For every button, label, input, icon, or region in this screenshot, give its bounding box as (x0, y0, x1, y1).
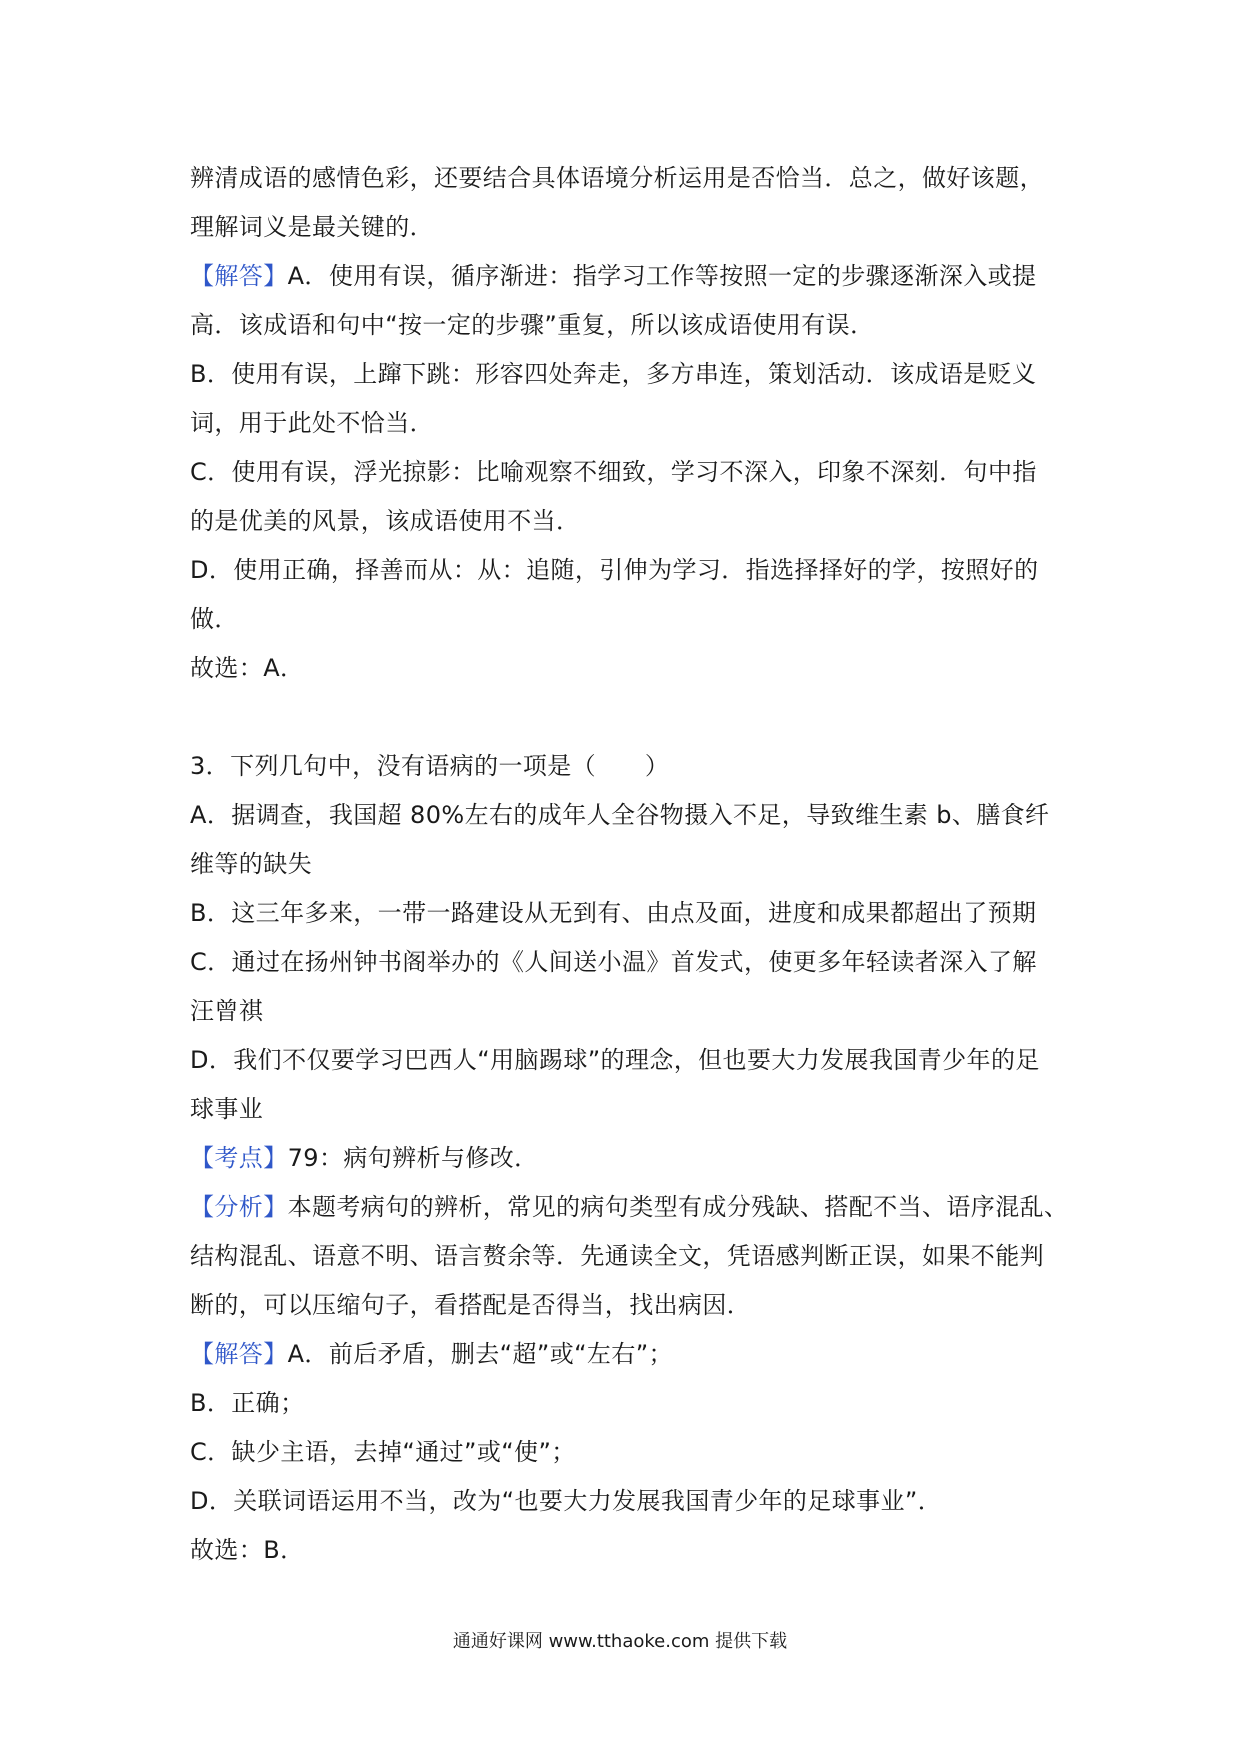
line-text: 故选：B． (190, 1536, 305, 1564)
text-line (190, 1281, 1060, 1330)
page-footer: 通通好课网 www.tthaoke.com 提供下载 (452, 1631, 788, 1652)
text-line (190, 644, 1060, 693)
text-line (190, 889, 1060, 938)
block-gap (190, 693, 1060, 742)
text-line (190, 1379, 1060, 1428)
section-tag: 【分析】 (190, 1193, 288, 1221)
line-text: 本题考病句的辨析，常见的病句类型有成分残缺、搭配不当、语序混乱、 (287, 1193, 1069, 1221)
line-text: C．通过在扬州钟书阁举办的《人间送小温》首发式，使更多年轻读者深入了解 (190, 948, 1037, 976)
section-tag: 【考点】 (190, 1144, 288, 1172)
line-text: A．前后矛盾，删去“超”或“左右”； (287, 1340, 673, 1368)
line-text: 结构混乱、语意不明、语言赘余等．先通读全文，凭语感判断正误，如果不能判 (190, 1242, 1044, 1270)
line-text: D．使用正确，择善而从：从：追随，引伸为学习．指选择择好的学，按照好的 (190, 556, 1039, 584)
text-line (190, 1232, 1060, 1281)
text-line (190, 203, 1060, 252)
text-line (190, 938, 1060, 987)
line-text: D．我们不仅要学习巴西人“用脑踢球”的理念，但也要大力发展我国青少年的足 (190, 1046, 1040, 1074)
question-block-q3 (190, 742, 1069, 1575)
line-text: C．使用有误，浮光掠影：比喻观察不细致，学习不深入，印象不深刻．句中指 (190, 458, 1037, 486)
document-body (190, 154, 1069, 1575)
line-text: 79：病句辨析与修改． (287, 1144, 539, 1172)
answer-block-q2 (190, 154, 1060, 693)
line-text: A．使用有误，循序渐进：指学习工作等按照一定的步骤逐渐深入或提 (287, 262, 1037, 290)
text-line (190, 154, 1060, 203)
text-line (190, 350, 1060, 399)
line-text: 断的，可以压缩句子，看搭配是否得当，找出病因． (190, 1291, 752, 1319)
text-line (190, 987, 1060, 1036)
line-text: 辨清成语的感情色彩，还要结合具体语境分析运用是否恰当．总之，做好该题， (190, 164, 1044, 192)
line-text: D．关联词语运用不当，改为“也要大力发展我国青少年的足球事业”． (190, 1487, 943, 1515)
line-text: B．正确； (190, 1389, 305, 1417)
text-line (190, 840, 1060, 889)
text-line (190, 1183, 1069, 1232)
line-text: 高．该成语和句中“按一定的步骤”重复，所以该成语使用有误． (190, 311, 875, 339)
line-text: A．据调查，我国超 80%左右的成年人全谷物摄入不足，导致维生素 b、膳食纤 (190, 801, 1050, 829)
section-tag: 【解答】 (190, 1340, 288, 1368)
text-line (190, 1330, 1060, 1379)
line-text: 汪曾祺 (190, 997, 264, 1025)
text-line (190, 301, 1060, 350)
text-line (190, 1085, 1060, 1134)
text-line (190, 546, 1060, 595)
line-text: 的是优美的风景，该成语使用不当． (190, 507, 581, 535)
line-text: 词，用于此处不恰当． (190, 409, 434, 437)
text-line (190, 1477, 1060, 1526)
text-line (190, 1428, 1060, 1477)
line-text: 理解词义是最关键的． (190, 213, 434, 241)
line-text: 球事业 (190, 1095, 264, 1123)
text-line (190, 742, 1060, 791)
text-line (190, 252, 1060, 301)
line-text: B．这三年多来，一带一路建设从无到有、由点及面，进度和成果都超出了预期 (190, 899, 1037, 927)
text-line (190, 497, 1060, 546)
line-text: 3．下列几句中，没有语病的一项是（ ） (190, 752, 670, 780)
text-line (190, 1134, 1060, 1183)
line-text: B．使用有误，上蹿下跳：形容四处奔走，多方串连，策划活动．该成语是贬义 (190, 360, 1037, 388)
text-line (190, 1036, 1060, 1085)
text-line (190, 399, 1060, 448)
text-line (190, 791, 1060, 840)
text-line (190, 1526, 1060, 1575)
line-text: 故选：A． (190, 654, 305, 682)
text-line (190, 448, 1060, 497)
text-line (190, 595, 1060, 644)
line-text: 做． (190, 605, 239, 633)
section-tag: 【解答】 (190, 262, 288, 290)
line-text: 维等的缺失 (190, 850, 312, 878)
line-text: C．缺少主语，去掉“通过”或“使”； (190, 1438, 576, 1466)
